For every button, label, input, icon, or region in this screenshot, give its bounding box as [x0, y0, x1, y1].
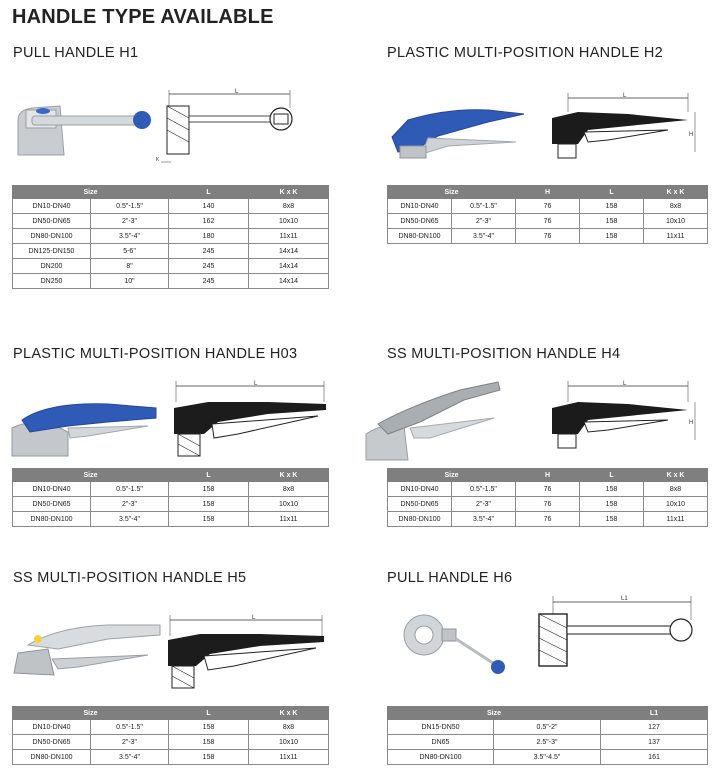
h2-col-header: L: [580, 186, 644, 199]
table-cell: 158: [169, 735, 249, 750]
table-row: [388, 720, 708, 735]
h6-technical-drawing: [525, 590, 700, 675]
h4-col-header: K x K: [644, 469, 708, 482]
table-cell: DN125-DN150: [13, 244, 91, 259]
table-row: [388, 512, 708, 527]
table-cell: 8x8: [249, 720, 329, 735]
table-row: [388, 214, 708, 229]
table-cell: 2"-3": [452, 214, 516, 229]
table-cell: DN50-DN65: [388, 497, 452, 512]
h5-col-header: K x K: [249, 707, 329, 720]
table-cell: 3.5"-4": [452, 229, 516, 244]
table-cell: 0.5"-1.5": [91, 482, 169, 497]
section-title-h2: PLASTIC MULTI-POSITION HANDLE H2: [387, 45, 664, 61]
table-cell: 76: [516, 199, 580, 214]
table-cell: DN80-DN100: [388, 750, 494, 765]
h6-col-header: Size: [388, 707, 601, 720]
table-row: [13, 720, 329, 735]
table-cell: 76: [516, 497, 580, 512]
h1-col-header: Size: [13, 186, 169, 199]
table-cell: 11x11: [249, 750, 329, 765]
table-cell: 2.5"-3": [494, 735, 601, 750]
table-row: [13, 482, 329, 497]
table-cell: 158: [580, 482, 644, 497]
table-cell: 3.5"-4": [91, 229, 169, 244]
table-cell: 245: [169, 259, 249, 274]
h1-technical-drawing: [155, 88, 310, 170]
table-cell: 14x14: [249, 274, 329, 289]
table-row: [13, 497, 329, 512]
table-cell: 161: [601, 750, 708, 765]
table-row: [13, 229, 329, 244]
table-cell: 10x10: [644, 497, 708, 512]
h1-handle-photo: [12, 80, 157, 160]
h5-col-header: L: [169, 707, 249, 720]
section-title-h1: PULL HANDLE H1: [13, 45, 139, 61]
table-cell: DN15-DN50: [388, 720, 494, 735]
table-cell: DN50-DN65: [13, 497, 91, 512]
table-cell: 76: [516, 214, 580, 229]
table-cell: 8x8: [644, 199, 708, 214]
h5-handle-photo: [8, 615, 163, 685]
table-cell: DN50-DN65: [13, 735, 91, 750]
section-title-h4: SS MULTI-POSITION HANDLE H4: [387, 346, 621, 362]
table-cell: 8": [91, 259, 169, 274]
table-cell: DN80-DN100: [13, 750, 91, 765]
table-cell: 0.5"-2": [494, 720, 601, 735]
table-row: [388, 750, 708, 765]
table-cell: 140: [169, 199, 249, 214]
section-title-h5: SS MULTI-POSITION HANDLE H5: [13, 570, 247, 586]
table-cell: DN80-DN100: [13, 229, 91, 244]
table-cell: 5-6": [91, 244, 169, 259]
h4-technical-drawing: [548, 378, 708, 464]
table-cell: 2"-3": [91, 214, 169, 229]
table-row: [13, 214, 329, 229]
h6-handle-photo: [398, 605, 508, 685]
table-cell: DN10-DN40: [388, 482, 452, 497]
table-cell: DN200: [13, 259, 91, 274]
table-row: [13, 735, 329, 750]
h5-col-header: Size: [13, 707, 169, 720]
table-cell: 158: [169, 512, 249, 527]
table-cell: 3.5"-4": [452, 512, 516, 527]
h1-dim-k: K: [156, 157, 160, 163]
table-cell: 245: [169, 244, 249, 259]
table-cell: 0.5"-1.5": [91, 720, 169, 735]
table-cell: 2"-3": [91, 497, 169, 512]
table-cell: DN50-DN65: [388, 214, 452, 229]
table-cell: 11x11: [249, 229, 329, 244]
h03-col-header: Size: [13, 469, 169, 482]
page-title: HANDLE TYPE AVAILABLE: [12, 6, 274, 28]
h4-header-row: [388, 469, 708, 482]
h2-technical-drawing: [548, 90, 708, 172]
table-row: [13, 274, 329, 289]
h1-spec-table: [12, 185, 329, 289]
table-cell: 158: [580, 512, 644, 527]
table-cell: 158: [169, 720, 249, 735]
h2-dim-l: L: [623, 93, 627, 99]
table-cell: DN250: [13, 274, 91, 289]
h6-col-header: L1: [601, 707, 708, 720]
h03-table-body: [13, 482, 329, 527]
h1-col-header: K x K: [249, 186, 329, 199]
table-cell: DN10-DN40: [13, 199, 91, 214]
h6-header-row: [388, 707, 708, 720]
h03-dim-l: L: [254, 381, 258, 387]
section-title-h6: PULL HANDLE H6: [387, 570, 513, 586]
table-cell: 11x11: [644, 229, 708, 244]
h6-table-body: [388, 720, 708, 765]
h4-table-body: [388, 482, 708, 527]
section-title-h03: PLASTIC MULTI-POSITION HANDLE H03: [13, 346, 298, 362]
table-cell: DN10-DN40: [13, 720, 91, 735]
h2-spec-table: [387, 185, 708, 244]
table-cell: 14x14: [249, 259, 329, 274]
h5-technical-drawing: [160, 612, 330, 694]
table-row: [388, 199, 708, 214]
table-cell: 0.5"-1.5": [452, 199, 516, 214]
table-cell: 10x10: [644, 214, 708, 229]
table-cell: 2"-3": [452, 497, 516, 512]
h03-header-row: [13, 469, 329, 482]
table-cell: 10x10: [249, 735, 329, 750]
table-cell: DN80-DN100: [13, 512, 91, 527]
table-cell: DN10-DN40: [13, 482, 91, 497]
h2-header-row: [388, 186, 708, 199]
table-cell: 158: [169, 750, 249, 765]
table-cell: 137: [601, 735, 708, 750]
h03-col-header: L: [169, 469, 249, 482]
table-cell: 0.5"-1.5": [452, 482, 516, 497]
h4-spec-table: [387, 468, 708, 527]
h03-col-header: K x K: [249, 469, 329, 482]
h2-handle-photo: [388, 92, 528, 164]
h4-handle-photo: [360, 372, 505, 464]
table-cell: 8x8: [249, 482, 329, 497]
table-cell: 76: [516, 512, 580, 527]
h1-dim-l: L: [235, 89, 239, 95]
table-cell: 2"-3": [91, 735, 169, 750]
table-cell: 127: [601, 720, 708, 735]
h1-table-body: [13, 199, 329, 289]
table-row: [388, 229, 708, 244]
table-row: [388, 735, 708, 750]
h4-col-header: H: [516, 469, 580, 482]
table-cell: 8x8: [249, 199, 329, 214]
table-cell: 8x8: [644, 482, 708, 497]
table-cell: DN80-DN100: [388, 512, 452, 527]
table-cell: 158: [169, 482, 249, 497]
h2-table-body: [388, 199, 708, 244]
h03-technical-drawing: [168, 378, 330, 462]
table-cell: 158: [580, 214, 644, 229]
table-row: [13, 512, 329, 527]
h1-header-row: [13, 186, 329, 199]
table-cell: 76: [516, 482, 580, 497]
table-cell: 10": [91, 274, 169, 289]
table-cell: 245: [169, 274, 249, 289]
table-cell: 3.5"-4": [91, 512, 169, 527]
table-row: [13, 244, 329, 259]
h4-dim-h: H: [689, 420, 694, 426]
h5-spec-table: [12, 706, 329, 765]
h03-handle-photo: [8, 392, 163, 460]
table-cell: 10x10: [249, 497, 329, 512]
h5-dim-l: L: [252, 615, 256, 621]
table-cell: DN10-DN40: [388, 199, 452, 214]
table-cell: 180: [169, 229, 249, 244]
table-cell: 11x11: [249, 512, 329, 527]
h6-dim-l1: L1: [621, 596, 628, 602]
h2-col-header: Size: [388, 186, 516, 199]
table-cell: 158: [580, 497, 644, 512]
h4-col-header: L: [580, 469, 644, 482]
table-row: [13, 750, 329, 765]
table-row: [13, 259, 329, 274]
table-row: [388, 497, 708, 512]
h2-col-header: H: [516, 186, 580, 199]
h5-table-body: [13, 720, 329, 765]
table-cell: DN65: [388, 735, 494, 750]
table-cell: 158: [580, 199, 644, 214]
table-cell: 76: [516, 229, 580, 244]
h03-spec-table: [12, 468, 329, 527]
table-cell: 11x11: [644, 512, 708, 527]
table-cell: 162: [169, 214, 249, 229]
table-cell: DN50-DN65: [13, 214, 91, 229]
h6-spec-table: [387, 706, 708, 765]
table-cell: DN80-DN100: [388, 229, 452, 244]
table-cell: 14x14: [249, 244, 329, 259]
h5-header-row: [13, 707, 329, 720]
table-cell: 3.5"-4.5": [494, 750, 601, 765]
table-cell: 10x10: [249, 214, 329, 229]
h2-dim-h: H: [689, 132, 694, 138]
table-row: [13, 199, 329, 214]
table-row: [388, 482, 708, 497]
h1-col-header: L: [169, 186, 249, 199]
h2-col-header: K x K: [644, 186, 708, 199]
table-cell: 158: [580, 229, 644, 244]
h4-col-header: Size: [388, 469, 516, 482]
table-cell: 158: [169, 497, 249, 512]
h4-dim-l: L: [623, 381, 627, 387]
table-cell: 3.5"-4": [91, 750, 169, 765]
table-cell: 0.5"-1.5": [91, 199, 169, 214]
